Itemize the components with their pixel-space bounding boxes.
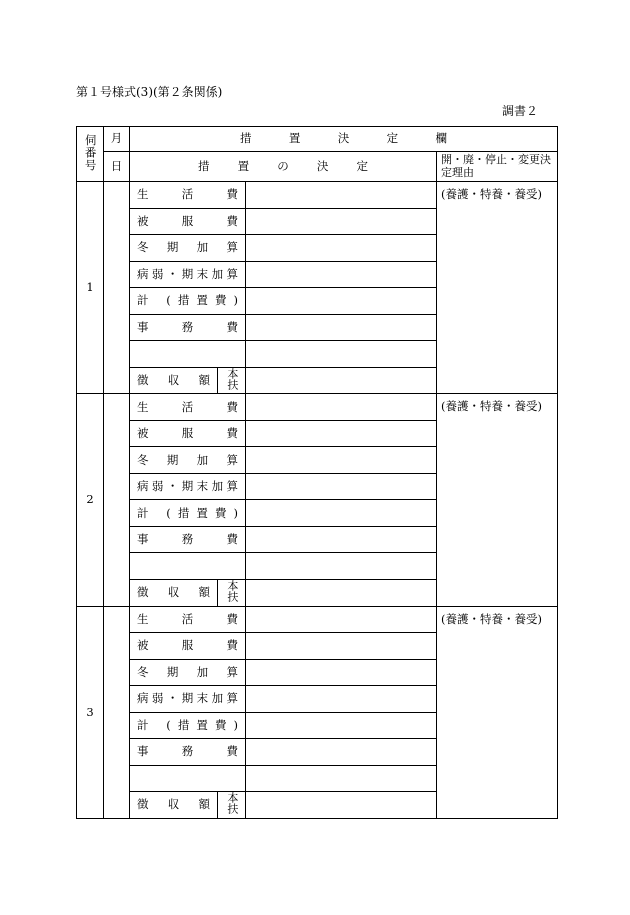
amount-cell[interactable] (246, 394, 437, 421)
item-label: 冬 期 加 算 (130, 447, 246, 474)
item-label (130, 553, 246, 580)
amount-cell[interactable] (246, 288, 437, 315)
honfu-label (218, 367, 246, 394)
item-label: 徴 収 額 (130, 579, 218, 606)
table-row (77, 394, 558, 421)
amount-cell[interactable] (246, 367, 437, 394)
column-header-number (77, 127, 104, 182)
honfu-text: 本扶 (225, 792, 239, 815)
item-label: 計 (措置費) (130, 712, 246, 739)
reason-cell[interactable]: (養護・特養・養受) (437, 182, 558, 394)
sub-header (130, 152, 437, 182)
amount-cell[interactable] (246, 686, 437, 713)
table-row (77, 606, 558, 633)
amount-cell[interactable] (246, 314, 437, 341)
item-label: 病弱・期末加算 (130, 686, 246, 713)
document-code: 調書２ (501, 104, 538, 118)
decision-table (76, 126, 558, 819)
form-title: 第１号様式(3)(第２条関係) (76, 85, 223, 99)
amount-cell[interactable] (246, 182, 437, 209)
section-header-char: 決 (337, 131, 350, 146)
column-header-day-text: 日 (110, 159, 123, 174)
honfu-text: 本扶 (225, 579, 239, 602)
item-label: 徴 収 額 (130, 792, 218, 819)
reason-cell[interactable]: (養護・特養・養受) (437, 394, 558, 606)
amount-cell[interactable] (246, 208, 437, 235)
section-header-char: 措 (240, 131, 252, 146)
item-label: 生 活 費 (130, 182, 246, 209)
item-label: 病弱・期末加算 (130, 473, 246, 500)
item-label: 事 務 費 (130, 314, 246, 341)
amount-cell[interactable] (246, 633, 437, 660)
item-label: 冬 期 加 算 (130, 659, 246, 686)
case-number: 2 (77, 394, 104, 606)
item-label: 被 服 費 (130, 208, 246, 235)
item-label (130, 765, 246, 792)
case-number: 3 (77, 606, 104, 818)
item-label: 被 服 費 (130, 633, 246, 660)
amount-cell[interactable] (246, 553, 437, 580)
reason-header: 開・廃・停止・変更決定理由 (437, 152, 558, 182)
amount-cell[interactable] (246, 447, 437, 474)
month-day-cell[interactable] (104, 606, 130, 818)
item-label: 被 服 費 (130, 420, 246, 447)
column-header-month-text: 月 (110, 131, 123, 146)
month-day-cell[interactable] (104, 182, 130, 394)
item-label (130, 341, 246, 368)
column-header-day (104, 152, 130, 182)
amount-cell[interactable] (246, 712, 437, 739)
item-label: 冬 期 加 算 (130, 235, 246, 262)
item-label: 事 務 費 (130, 739, 246, 766)
table-row (77, 182, 558, 209)
month-day-cell[interactable] (104, 394, 130, 606)
honfu-label (218, 792, 246, 819)
item-label: 生 活 費 (130, 606, 246, 633)
amount-cell[interactable] (246, 606, 437, 633)
amount-cell[interactable] (246, 579, 437, 606)
amount-cell[interactable] (246, 659, 437, 686)
amount-cell[interactable] (246, 526, 437, 553)
amount-cell[interactable] (246, 792, 437, 819)
item-label: 病弱・期末加算 (130, 261, 246, 288)
amount-cell[interactable] (246, 261, 437, 288)
sub-header-char: の (277, 159, 289, 174)
amount-cell[interactable] (246, 765, 437, 792)
amount-cell[interactable] (246, 739, 437, 766)
amount-cell[interactable] (246, 420, 437, 447)
sub-header-char: 置 (237, 159, 250, 174)
item-label: 徴 収 額 (130, 367, 218, 394)
column-header-number-text: 伺番号 (83, 133, 98, 172)
sub-header-char: 決 (316, 159, 329, 174)
amount-cell[interactable] (246, 473, 437, 500)
amount-cell[interactable] (246, 235, 437, 262)
item-label: 計 (措置費) (130, 288, 246, 315)
case-number: 1 (77, 182, 104, 394)
section-header-char: 欄 (435, 131, 447, 146)
sub-header-char: 措 (198, 159, 210, 174)
item-label: 事 務 費 (130, 526, 246, 553)
item-label: 生 活 費 (130, 394, 246, 421)
section-header-char: 置 (288, 131, 301, 146)
section-header-char: 定 (386, 131, 399, 146)
reason-cell[interactable]: (養護・特養・養受) (437, 606, 558, 818)
section-header (130, 127, 558, 152)
honfu-text: 本扶 (225, 367, 239, 390)
column-header-month (104, 127, 130, 152)
item-label: 計 (措置費) (130, 500, 246, 527)
sub-header-char: 定 (356, 159, 368, 174)
amount-cell[interactable] (246, 500, 437, 527)
amount-cell[interactable] (246, 341, 437, 368)
honfu-label (218, 579, 246, 606)
